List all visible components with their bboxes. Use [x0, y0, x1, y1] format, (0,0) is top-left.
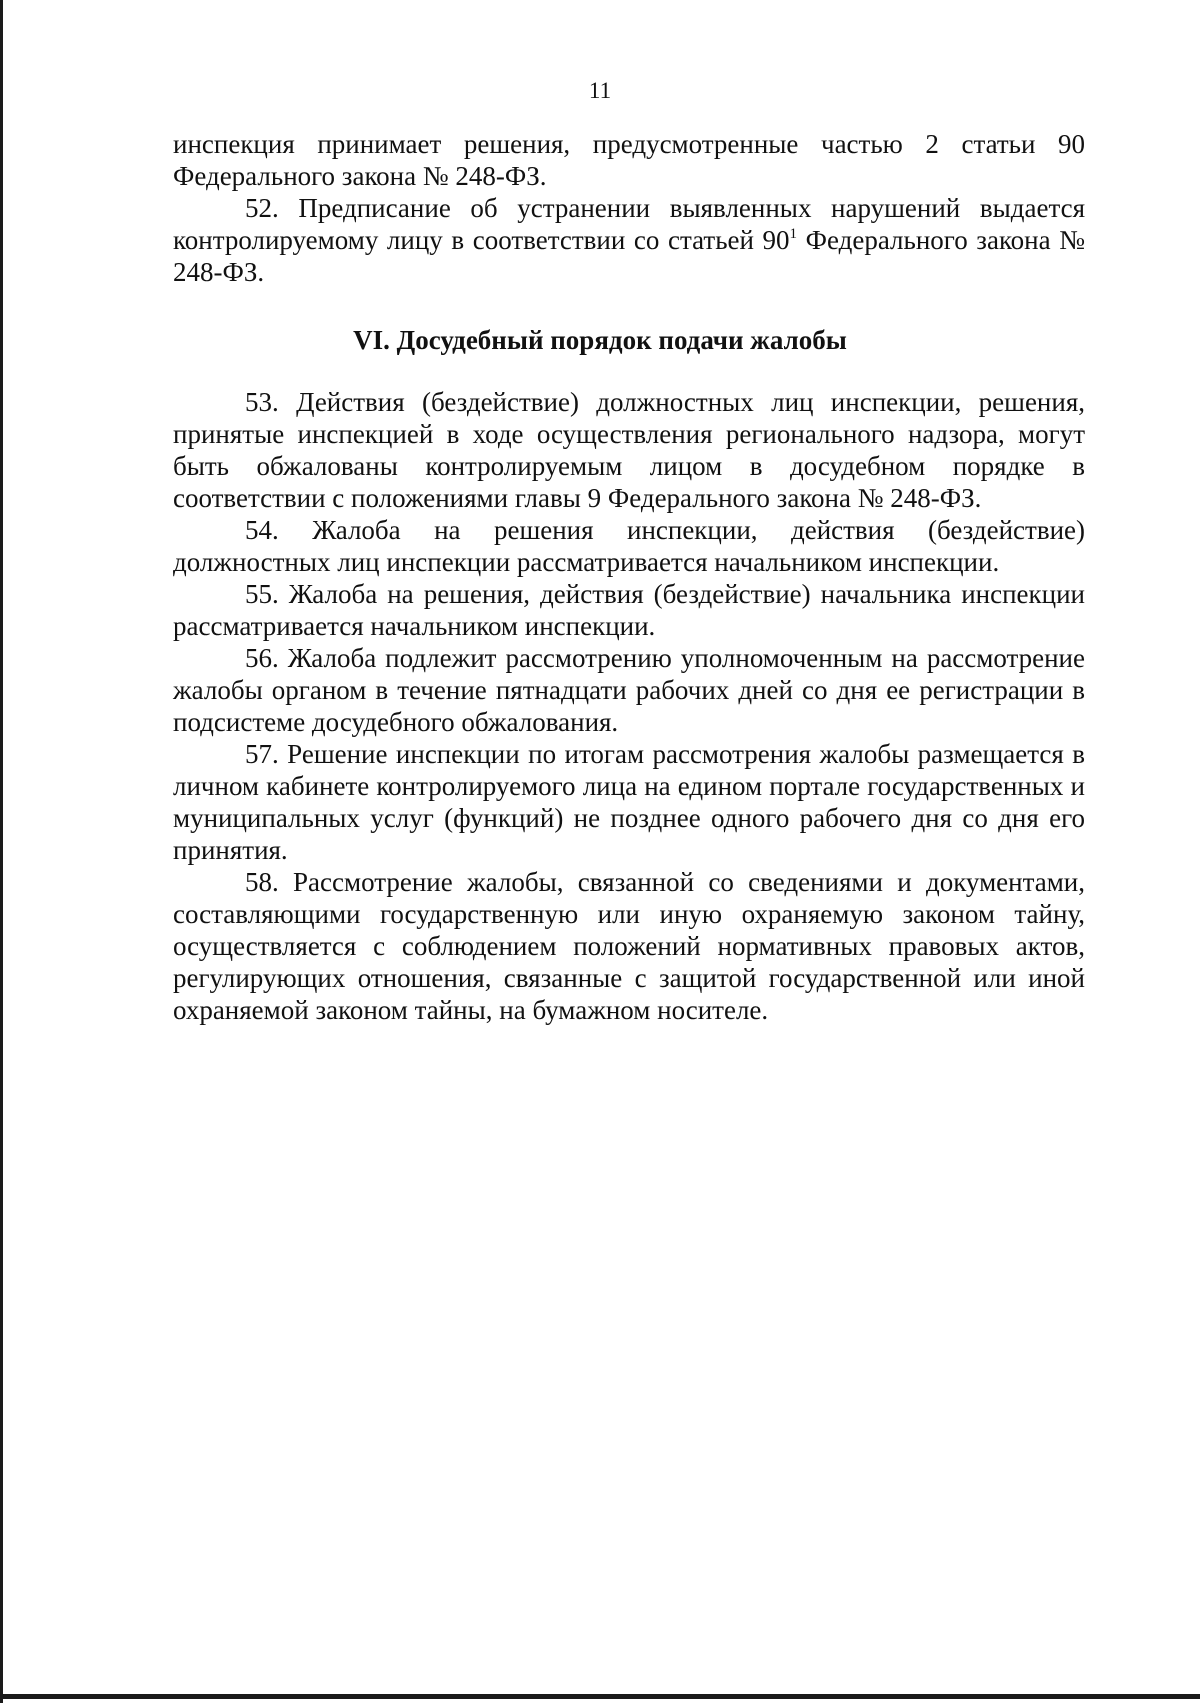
paragraph-54: 54. Жалоба на решения инспекции, действия (бездействие) должностных лиц инспекции рассматривается начальником инспекции. — [173, 515, 1085, 577]
paragraph-52-text-end: Федерального закона № 248-ФЗ. — [173, 225, 1085, 287]
continued-text-block — [173, 128, 1085, 288]
paragraph-55: 55. Жалоба на решения, действия (бездействие) начальника инспекции рассматривается начальником инспекции. — [173, 579, 1085, 641]
section-heading: VI. Досудебный порядок подачи жалобы — [353, 325, 847, 355]
page-number: 11 — [588, 78, 612, 103]
paragraph-56: 56. Жалоба подлежит рассмотрению уполномоченным на рассмотрение жалобы органом в течение пятнадцати рабочих дней со дня ее регистрации в подсистеме досудебного обжалования. — [173, 643, 1085, 737]
section-body — [173, 386, 1085, 1026]
paragraph-53: 53. Действия (бездействие) должностных лиц инспекции, решения, принятые инспекцией в ходе осуществления регионального надзора, могут быть обжалованы контролируемым лицом в досудебном порядке в соответствии с положениями главы 9 Федерального закона № 248-ФЗ. — [173, 387, 1085, 513]
paragraph-51-continuation: инспекция принимает решения, предусмотренные частью 2 статьи 90 Федерального закона № 248-ФЗ. — [173, 129, 1085, 191]
paragraph-58: 58. Рассмотрение жалобы, связанной со сведениями и документами, составляющими государственную или иную охраняемую законом тайну, осуществляется с соблюдением положений нормативных правовых актов, регулирующих отношения, связанные с защитой государственной или иной охраняемой законом тайны, на бумажном носителе. — [173, 867, 1085, 1025]
paragraph-52 — [173, 192, 1085, 288]
paragraph-57: 57. Решение инспекции по итогам рассмотрения жалобы размещается в личном кабинете контролируемого лица на едином портале государственных и муниципальных услуг (функций) не позднее одного рабочего дня со дня его принятия. — [173, 739, 1085, 865]
scan-border-bottom — [0, 1694, 1200, 1699]
scan-border-left — [0, 0, 3, 1703]
paragraph-52-text: 52. Предписание об устранении выявленных нарушений выдается контролируемому лицу в соответствии со статьей 90 — [173, 193, 1085, 255]
superscript-1: 1 — [789, 226, 798, 242]
